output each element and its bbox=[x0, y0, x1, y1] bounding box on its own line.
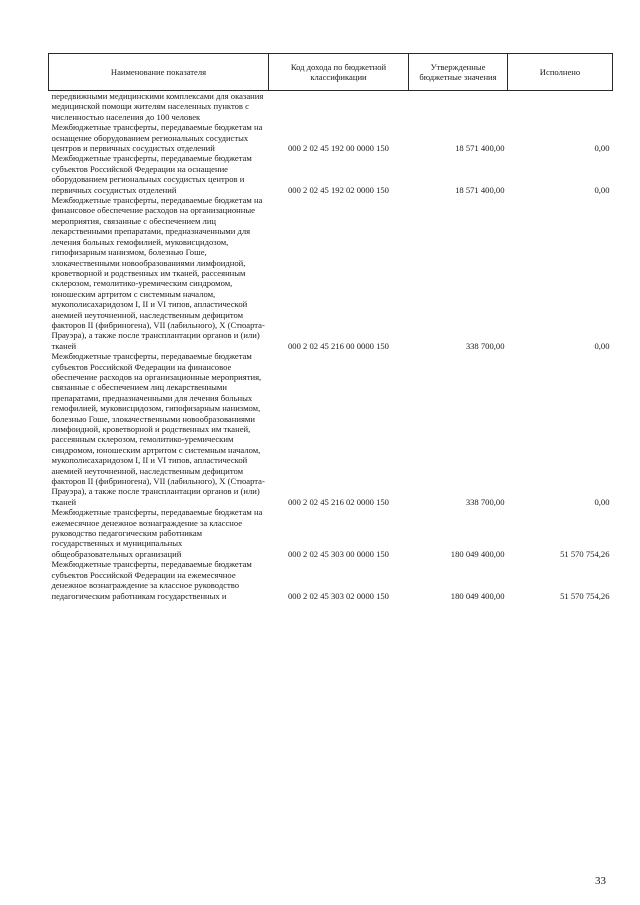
table-row bbox=[49, 507, 613, 559]
approved-value-cell: 338 700,00 bbox=[465, 340, 505, 351]
approved-value-cell: 338 700,00 bbox=[465, 496, 505, 507]
executed-value-cell bbox=[508, 91, 613, 123]
indicator-name-cell: Межбюджетные трансферты, передаваемые бюджетам на оснащение оборудованием региональных сосудистых центров и первичных сосудистых отделений bbox=[51, 122, 263, 154]
table-row bbox=[49, 122, 613, 153]
income-code-cell: 000 2 02 45 192 02 0000 150 bbox=[288, 184, 389, 195]
indicator-name-cell: Межбюджетные трансферты, передаваемые бюджетам субъектов Российской Федерации на ежемесячное денежное вознаграждение за классное руководство педагогическим работникам государственных и bbox=[51, 559, 252, 601]
header-indicator-name: Наименование показателя bbox=[49, 54, 269, 91]
indicator-name-cell: Межбюджетные трансферты, передаваемые бюджетам субъектов Российской Федерации на финансовое обеспечение расходов на организационные мероприятия, связанные с обеспечением лиц лекарственными препаратами, предназначенными для лечения больных гемофилией, муковисцидозом, гипофизарным нанизмом, болезнью Гоше, злокачественными новообразованиями лимфоидной, кроветворной и родственных им тканей, рассеянным склерозом, гемолитико-уремическим синдромом, юношеским артритом с системным началом, мукополисахаридозом I, II и VI типов, апластической анемией неуточненной, наследственным дефицитом факторов II (фибриногена), VII (лабильного), X (Стюарта-Прауэра), а также после трансплантации органов и (или) тканей bbox=[51, 351, 265, 507]
executed-value-cell: 0,00 bbox=[594, 184, 610, 195]
approved-value-cell: 18 571 400,00 bbox=[455, 184, 505, 195]
income-code-cell: 000 2 02 45 303 02 0000 150 bbox=[288, 590, 389, 601]
budget-income-table bbox=[48, 53, 613, 601]
approved-value-cell: 18 571 400,00 bbox=[455, 143, 505, 154]
header-approved-values: Утвержденные бюджетные значения bbox=[409, 54, 508, 91]
table-row bbox=[49, 153, 613, 195]
indicator-name-cell: Межбюджетные трансферты, передаваемые бюджетам субъектов Российской Федерации на оснащение оборудованием региональных сосудистых центров и первичных сосудистых отделений bbox=[51, 153, 252, 195]
header-income-code: Код дохода по бюджетной классификации bbox=[269, 54, 409, 91]
income-code-cell: 000 2 02 45 216 00 0000 150 bbox=[288, 340, 389, 351]
table-header-row bbox=[49, 54, 613, 91]
table-row bbox=[49, 559, 613, 601]
table-row bbox=[49, 195, 613, 351]
approved-value-cell bbox=[409, 91, 508, 123]
executed-value-cell: 51 570 754,26 bbox=[560, 590, 610, 601]
header-executed: Исполнено bbox=[508, 54, 613, 91]
table-row bbox=[49, 351, 613, 507]
executed-value-cell: 51 570 754,26 bbox=[560, 548, 610, 559]
income-code-cell: 000 2 02 45 192 00 0000 150 bbox=[288, 143, 389, 154]
income-code-cell bbox=[269, 91, 409, 123]
indicator-name-cell: Межбюджетные трансферты, передаваемые бюджетам на финансовое обеспечение расходов на организационные мероприятия, связанные с обеспечением лиц лекарственными препаратами, предназначенными для лечения больных гемофилией, муковисцидозом, гипофизарным нанизмом, болезнью Гоше, злокачественными новообразованиями лимфоидной, кроветворной и родственных им тканей, рассеянным склерозом, гемолитико-уремическим синдромом, юношеским артритом с системным началом, мукополисахаридозом I, II и VI типов, апластической анемией неуточненной, наследственным дефицитом факторов II (фибриногена), VII (лабильного), X (Стюарта-Прауэра), а также после трансплантации органов и (или) тканей bbox=[51, 195, 265, 351]
indicator-name-cell: передвижными медицинскими комплексами для оказания медицинской помощи жителям населенных пунктов с численностью населения до 100 человек bbox=[51, 91, 264, 122]
indicator-name-cell: Межбюджетные трансферты, передаваемые бюджетам на ежемесячное денежное вознаграждение за классное руководство педагогическим работникам государственных и муниципальных общеобразовательных организаций bbox=[51, 507, 263, 559]
approved-value-cell: 180 049 400,00 bbox=[450, 548, 505, 559]
executed-value-cell: 0,00 bbox=[594, 143, 610, 154]
executed-value-cell: 0,00 bbox=[594, 496, 610, 507]
income-code-cell: 000 2 02 45 303 00 0000 150 bbox=[288, 548, 389, 559]
executed-value-cell: 0,00 bbox=[594, 340, 610, 351]
income-code-cell: 000 2 02 45 216 02 0000 150 bbox=[288, 496, 389, 507]
table-row bbox=[49, 91, 613, 123]
approved-value-cell: 180 049 400,00 bbox=[450, 590, 505, 601]
page-number: 33 bbox=[595, 875, 606, 887]
